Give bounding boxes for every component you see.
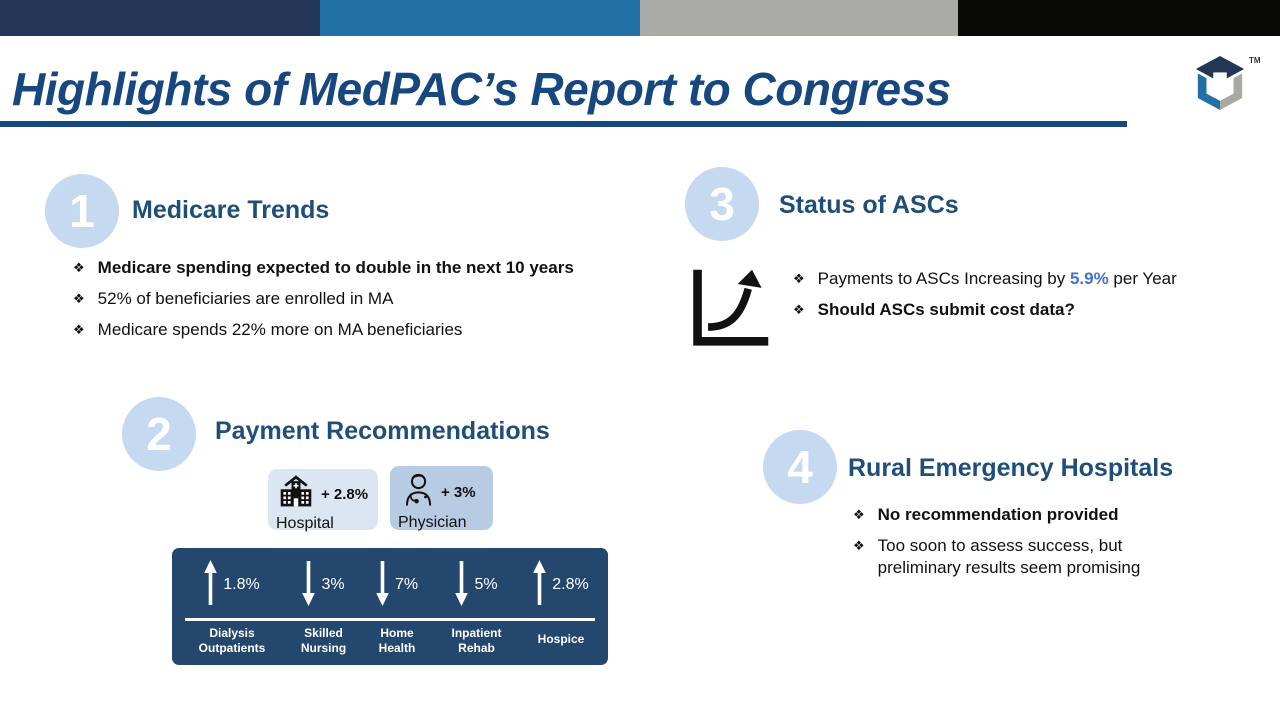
rural-emergency-hospitals-bullets: [853, 504, 1223, 588]
physician-card-row: [390, 466, 493, 514]
bullet-text: Medicare spending expected to double in the next 10 years: [97, 258, 574, 277]
bullet-text: Medicare spends 22% more on MA beneficiaries: [97, 320, 463, 339]
section-number-1: [45, 174, 119, 248]
hospital-card-row: [268, 469, 378, 515]
hospital-rate-value: + 2.8%: [321, 486, 369, 503]
physician-rate-value: + 3%: [441, 484, 476, 501]
diamond-bullet-icon: ❖: [73, 291, 85, 306]
chart-column-home-health: [371, 556, 423, 656]
chart-value: 1.8%: [223, 576, 260, 593]
chart-bar: [455, 556, 497, 614]
chart-column-skilled-nursing: [295, 556, 353, 656]
physician-card-label: Physician: [398, 514, 467, 531]
hospital-card: [268, 469, 378, 530]
list-item: [793, 299, 1223, 321]
down-arrow-icon: [376, 560, 389, 611]
diamond-bullet-icon: ❖: [793, 302, 805, 317]
chart-column-dialysis: [188, 556, 276, 656]
title-underline: [0, 121, 1127, 127]
up-arrow-icon: [533, 560, 546, 611]
diamond-bullet-icon: ❖: [853, 507, 865, 522]
payment-updates-chart: [172, 548, 608, 665]
physician-card: [390, 466, 493, 530]
list-item: [73, 288, 643, 310]
down-arrow-icon: [455, 560, 468, 611]
bullet-text-line1: Too soon to assess success, but: [877, 536, 1123, 555]
section-number-2-text: 2: [146, 408, 172, 460]
chart-value: 2.8%: [552, 576, 589, 593]
bullet-text: 52% of beneficiaries are enrolled in MA: [97, 289, 394, 308]
status-of-ascs-bullets: [793, 268, 1223, 330]
chart-value: 5%: [474, 576, 498, 593]
cube-logo-icon: [1193, 55, 1247, 118]
topbar-gray-segment: [640, 0, 958, 36]
bullet-text-suffix: per Year: [1108, 269, 1177, 288]
section-number-2: [122, 397, 196, 471]
diamond-bullet-icon: ❖: [73, 322, 85, 337]
page-title: Highlights of MedPAC’s Report to Congress: [12, 63, 951, 115]
chart-bar: [376, 556, 418, 614]
chart-columns: [172, 556, 608, 656]
chart-bar: [302, 556, 344, 614]
physician-icon: [400, 471, 434, 514]
bullet-text: No recommendation provided: [877, 505, 1119, 524]
list-item: [73, 257, 643, 279]
bullet-text-line2: preliminary results seem promising: [877, 558, 1141, 577]
section-title-rural-emergency-hospitals: Rural Emergency Hospitals: [848, 454, 1174, 482]
section-number-3-text: 3: [709, 178, 735, 230]
section-number-4-text: 4: [787, 441, 813, 493]
chart-column-inpatient-rehab: [442, 556, 512, 656]
section-number-1-text: 1: [69, 185, 95, 237]
top-color-bar: [0, 0, 1280, 36]
chart-category: Inpatient Rehab: [451, 626, 502, 655]
diamond-bullet-icon: ❖: [73, 260, 85, 275]
section-title-status-of-ascs: Status of ASCs: [779, 191, 959, 219]
section-title-medicare-trends: Medicare Trends: [132, 196, 330, 224]
chart-bar: [204, 556, 259, 614]
chart-category: Home Health: [378, 626, 416, 655]
bullet-text: Should ASCs submit cost data?: [817, 300, 1075, 319]
chart-category: Hospice: [537, 632, 585, 646]
list-item: [853, 504, 1223, 526]
up-arrow-icon: [204, 560, 217, 611]
chart-category: Dialysis Outpatients: [198, 626, 266, 655]
diamond-bullet-icon: ❖: [853, 538, 865, 553]
rate-highlight: 5.9%: [1069, 269, 1109, 288]
bullet-text: [818, 268, 1177, 290]
hospital-icon: [278, 474, 314, 515]
hospital-card-label: Hospital: [276, 515, 334, 532]
topbar-navy-segment: [0, 0, 320, 36]
section-title-payment-recommendations: Payment Recommendations: [215, 417, 550, 445]
down-arrow-icon: [302, 560, 315, 611]
medicare-trends-bullets: [73, 257, 643, 350]
chart-bar: [533, 556, 588, 614]
growth-chart-icon: [688, 261, 774, 356]
diamond-bullet-icon: ❖: [793, 271, 805, 286]
chart-value: 3%: [321, 576, 345, 593]
list-item: [853, 535, 1223, 579]
topbar-black-segment: [958, 0, 1280, 36]
bullet-text-prefix: Payments to ASCs Increasing by: [817, 269, 1070, 288]
section-number-3: [685, 167, 759, 241]
bullet-text: [878, 535, 1141, 579]
topbar-blue-segment: [320, 0, 640, 36]
trademark-text: TM: [1249, 56, 1261, 65]
list-item: [73, 319, 643, 341]
chart-category: Skilled Nursing: [300, 626, 347, 655]
chart-value: 7%: [394, 576, 419, 593]
chart-column-hospice: [530, 556, 592, 656]
section-number-4: [763, 430, 837, 504]
list-item: [793, 268, 1223, 290]
